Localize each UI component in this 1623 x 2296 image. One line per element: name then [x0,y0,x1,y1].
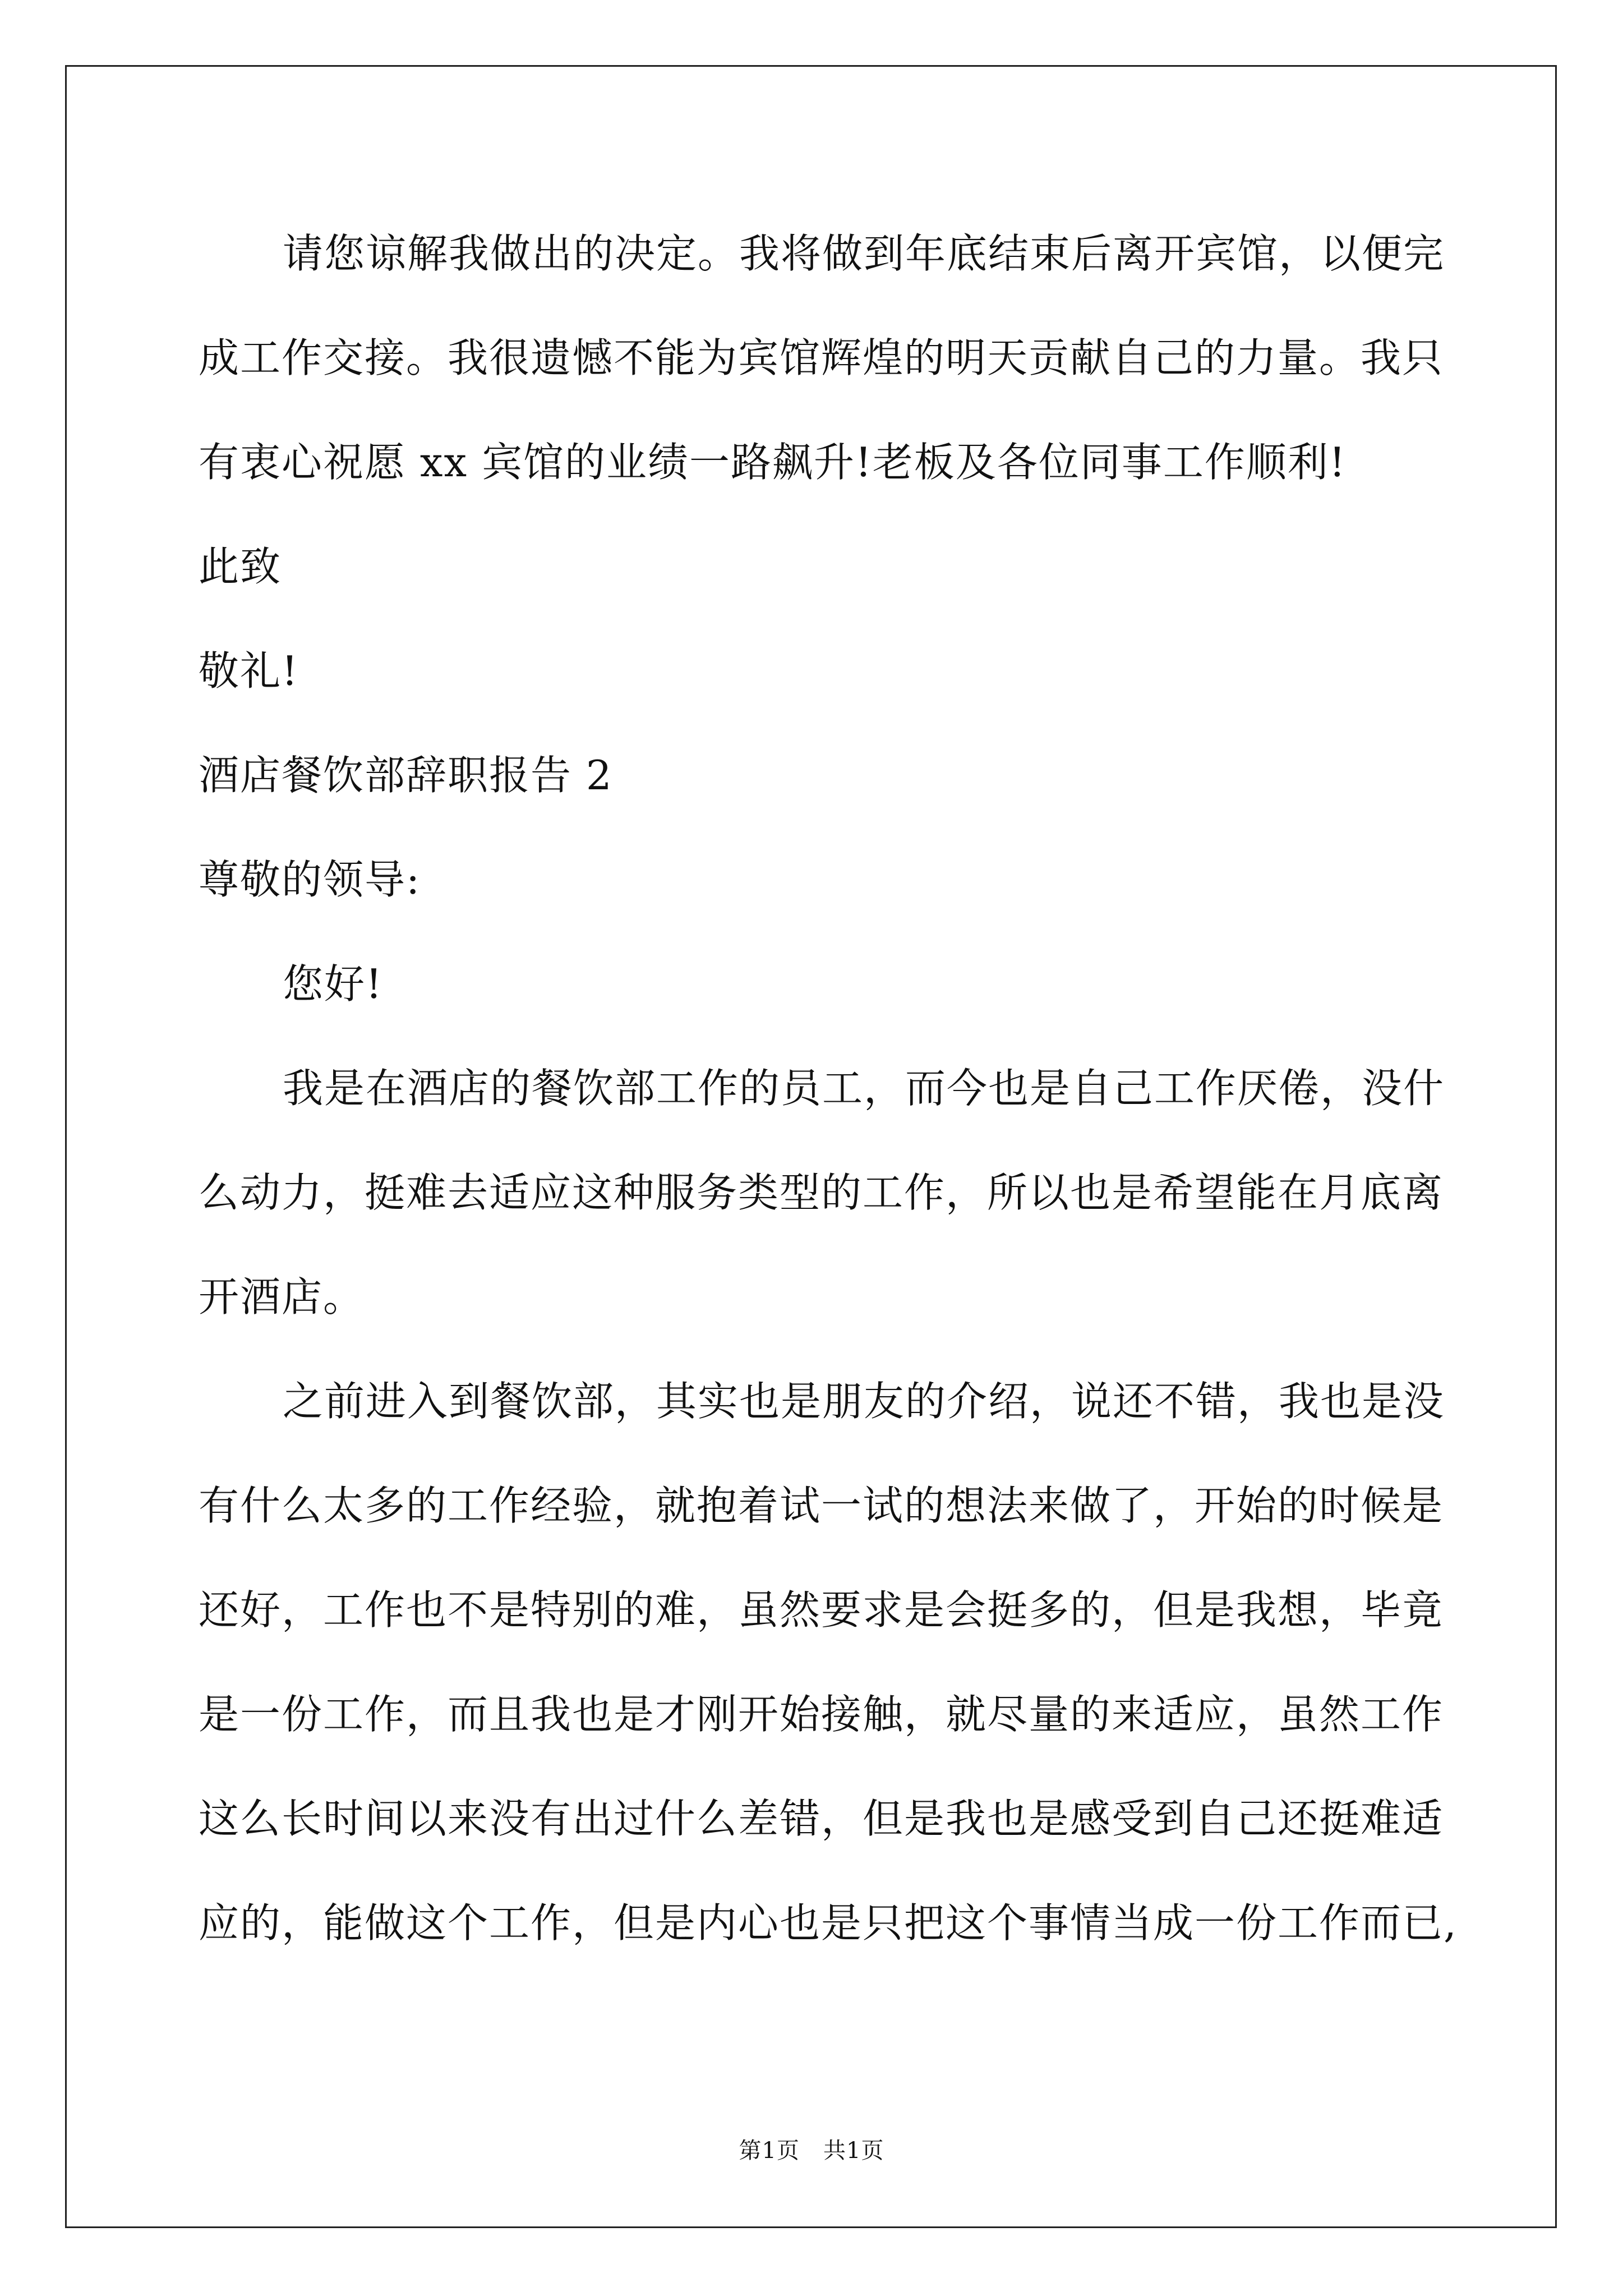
paragraph-line: 开酒店。 [199,1273,365,1320]
paragraph-line: 成工作交接。我很遗憾不能为宾馆辉煌的明天贡献自己的力量。我只 [199,334,1444,381]
paragraph-line: 有什么太多的工作经验，就抱着试一试的想法来做了，开始的时候是 [199,1482,1444,1529]
greeting-line: 您好! [283,960,383,1007]
closing-line: 此致 [199,543,282,590]
paragraph-line: 么动力，挺难去适应这种服务类型的工作，所以也是希望能在月底离 [199,1169,1444,1216]
page-total: 共1页 [823,2138,884,2164]
paragraph-line: 我是在酒店的餐饮部工作的员工，而今也是自己工作厌倦，没什 [283,1065,1445,1112]
paragraph-line: 这么长时间以来没有出过什么差错，但是我也是感受到自己还挺难适 [199,1795,1444,1842]
letter-salutation: 尊敬的领导: [199,856,421,903]
paragraph-line: 有衷心祝愿 xx 宾馆的业绩一路飙升!老板及各位同事工作顺利! [199,439,1347,486]
paragraph-line: 还好，工作也不是特别的难，虽然要求是会挺多的，但是我想，毕竟 [199,1586,1444,1634]
page-number: 第1页 [739,2138,800,2164]
page-footer [0,2135,1623,2166]
paragraph-line: 请您谅解我做出的决定。我将做到年底结束后离开宾馆，以便完 [283,230,1445,277]
paragraph-line: 之前进入到餐饮部，其实也是朋友的介绍，说还不错，我也是没 [283,1378,1445,1425]
paragraph-line: 应的，能做这个工作，但是内心也是只把这个事情当成一份工作而已, [199,1899,1458,1947]
paragraph-line: 是一份工作，而且我也是才刚开始接触，就尽量的来适应，虽然工作 [199,1691,1444,1738]
closing-salutation: 敬礼! [199,647,299,694]
section-title: 酒店餐饮部辞职报告 2 [199,752,613,799]
